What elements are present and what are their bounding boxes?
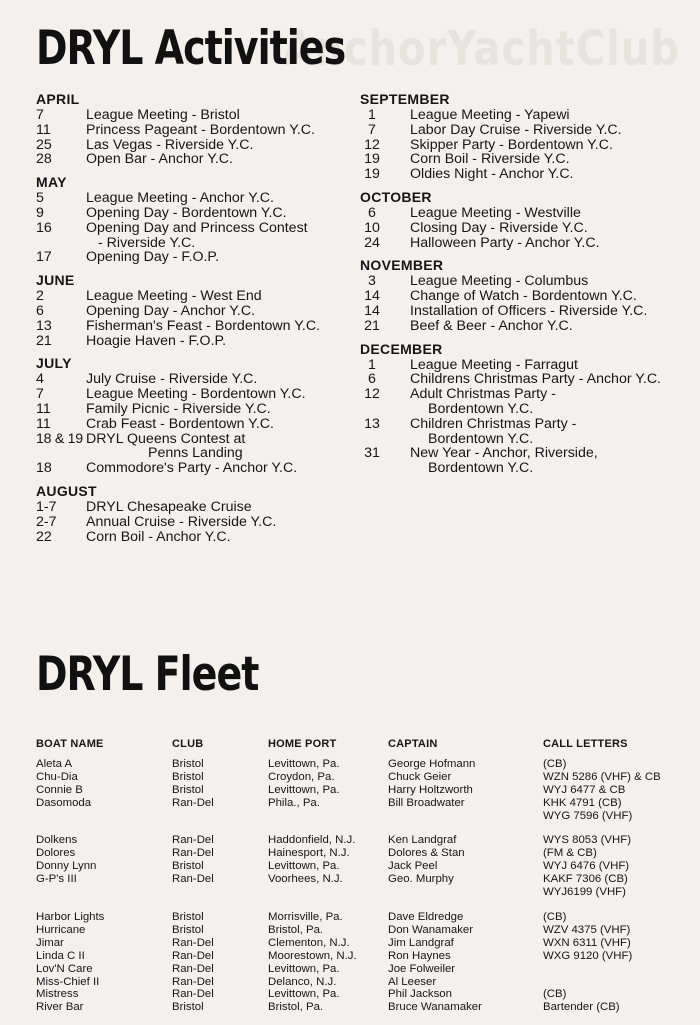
table-row (36, 784, 683, 797)
call-letters-cell: WYJ6199 (VHF) (543, 886, 626, 899)
event-text: Children Christmas Party - (410, 415, 577, 432)
captain-cell: Dolores & Stan (388, 847, 465, 860)
event-date: 22 (36, 528, 52, 545)
home-port-cell: Levittown, Pa. (268, 757, 340, 770)
captain-cell: Ron Haynes (388, 949, 451, 962)
event-text: July Cruise - Riverside Y.C. (86, 371, 258, 388)
event-text: DRYL Chesapeake Cruise (86, 498, 252, 515)
month-heading: SEPTEMBER (360, 91, 450, 107)
club-cell: Bristol (172, 910, 204, 923)
event-text: Labor Day Cruise - Riverside Y.C. (410, 121, 622, 138)
event-row (36, 387, 356, 402)
event-text: Installation of Officers - Riverside Y.C. (410, 302, 648, 319)
row-spacer (36, 899, 683, 911)
event-row (360, 108, 680, 123)
captain-cell: Bill Broadwater (388, 796, 465, 809)
spacer-cell (36, 899, 683, 911)
month-section (360, 188, 680, 250)
event-date (360, 432, 384, 447)
call-letters-cell: WXG 9120 (VHF) (543, 949, 633, 962)
event-row (36, 417, 356, 432)
club-cell: Bristol (172, 783, 204, 796)
captain-cell: Joe Folweiler (388, 962, 456, 975)
boat-name-cell: Dasomoda (36, 796, 92, 809)
club-cell: Ran-Del (172, 936, 214, 949)
boat-name-cell: Chu-Dia (36, 770, 78, 783)
header-club: CLUB (172, 738, 204, 750)
event-row (36, 206, 356, 221)
club-cell: Bristol (172, 860, 204, 873)
event-date: 11 (36, 400, 51, 417)
captain-cell: Phil Jackson (388, 988, 452, 1001)
event-row (360, 236, 680, 251)
home-port-cell: Phila., Pa. (268, 796, 320, 809)
table-row (36, 950, 683, 963)
home-port-cell: Delanco, N.J. (268, 975, 337, 988)
event-date: 13 (36, 317, 52, 334)
fleet-title: DRYL Fleet (36, 646, 259, 701)
call-letters-cell (543, 976, 683, 989)
event-date: 6 (368, 204, 376, 221)
event-date (36, 236, 86, 251)
event-date: 11 (36, 415, 51, 432)
event-text: League Meeting - Bristol (86, 107, 240, 123)
club-cell: Ran-Del (172, 796, 214, 809)
event-row (360, 358, 680, 373)
table-row (36, 758, 683, 771)
event-row (36, 123, 356, 138)
fleet-table-body (36, 758, 683, 1014)
event-row (360, 274, 680, 289)
month-heading: NOVEMBER (360, 257, 444, 274)
call-letters-cell: (FM & CB) (543, 847, 597, 860)
event-row (36, 446, 356, 461)
captain-cell: Dave Eldredge (388, 910, 464, 923)
event-row (36, 221, 356, 236)
event-text: - Riverside Y.C. (98, 234, 196, 251)
event-row (36, 152, 356, 167)
event-text: Halloween Party - Anchor Y.C. (410, 234, 600, 251)
month-section (360, 256, 680, 333)
call-letters-cell: (CB) (543, 757, 567, 770)
boat-name-cell: River Bar (36, 1001, 84, 1014)
boat-name-cell (36, 810, 172, 823)
event-text: Opening Day - F.O.P. (86, 249, 220, 266)
home-port-cell (268, 810, 388, 823)
boat-name-cell: Hurricane (36, 923, 86, 936)
event-text: Opening Day - Anchor Y.C. (86, 302, 256, 319)
event-date: 14 (364, 288, 380, 305)
call-letters-cell: (CB) (543, 988, 567, 1001)
event-date: 9 (36, 204, 44, 221)
event-row (36, 191, 356, 206)
month-section (36, 271, 356, 348)
captain-cell: Ken Landgraf (388, 834, 457, 847)
event-date: 21 (364, 317, 380, 334)
table-row (36, 976, 683, 989)
event-text: Bordentown Y.C. (428, 400, 534, 417)
event-date: 2 (36, 288, 44, 305)
club-cell: Ran-Del (172, 847, 214, 860)
event-text: League Meeting - Bordentown Y.C. (86, 386, 306, 403)
boat-name-cell: Dolores (36, 847, 76, 860)
captain-cell: Bruce Wanamaker (388, 1001, 482, 1014)
call-letters-cell: KHK 4791 (CB) (543, 796, 622, 809)
club-cell: Ran-Del (172, 834, 214, 847)
event-text: Bordentown Y.C. (428, 430, 534, 447)
table-row (36, 873, 683, 886)
event-date: 18 (36, 460, 52, 477)
event-row (36, 461, 356, 476)
month-section (36, 90, 356, 167)
captain-cell (388, 886, 543, 899)
call-letters-cell: Bartender (CB) (543, 1001, 620, 1014)
captain-cell: George Hofmann (388, 757, 476, 770)
event-text: Fisherman's Feast - Bordentown Y.C. (86, 317, 321, 334)
boat-name-cell: Linda C II (36, 949, 85, 962)
club-cell (172, 886, 268, 899)
boat-name-cell: Dolkens (36, 834, 78, 847)
captain-cell: Al Leeser (388, 975, 437, 988)
table-row (36, 834, 683, 847)
event-date: 1 (368, 107, 376, 123)
event-text: Family Picnic - Riverside Y.C. (86, 400, 271, 417)
event-row (360, 402, 680, 417)
event-row (360, 319, 680, 334)
event-text: Beef & Beer - Anchor Y.C. (410, 317, 573, 334)
event-date: 6 (368, 371, 376, 388)
call-letters-cell: WYS 8053 (VHF) (543, 834, 631, 847)
club-cell: Ran-Del (172, 949, 214, 962)
event-row (360, 167, 680, 182)
header-home-port: HOME PORT (268, 738, 337, 750)
event-row (360, 417, 680, 432)
event-row (36, 289, 356, 304)
call-letters-cell: WZV 4375 (VHF) (543, 923, 631, 936)
event-row (36, 304, 356, 319)
event-date: 2-7 (36, 513, 57, 530)
home-port-cell: Haddonfield, N.J. (268, 834, 356, 847)
event-row (360, 304, 680, 319)
event-date: 10 (364, 219, 380, 236)
event-date: 28 (36, 151, 52, 168)
event-date: 24 (364, 234, 380, 251)
event-text: Change of Watch - Bordentown Y.C. (410, 288, 637, 305)
month-heading: JUNE (36, 272, 75, 289)
event-date: 18 & 19 (36, 430, 83, 447)
event-date: 5 (36, 190, 44, 207)
home-port-cell: Levittown, Pa. (268, 988, 340, 1001)
event-text: League Meeting - Farragut (410, 356, 578, 373)
event-date: 12 (364, 136, 380, 153)
month-section (36, 482, 356, 544)
event-date: 21 (36, 332, 52, 349)
event-date (360, 461, 384, 476)
event-text: Corn Boil - Riverside Y.C. (410, 151, 570, 168)
event-text: League Meeting - West End (86, 288, 262, 305)
event-text: League Meeting - Anchor Y.C. (86, 190, 274, 207)
month-heading: DECEMBER (360, 340, 443, 357)
header-call-letters: CALL LETTERS (543, 738, 628, 750)
event-text: Bordentown Y.C. (428, 460, 534, 477)
home-port-cell: Croydon, Pa. (268, 770, 335, 783)
home-port-cell: Morrisville, Pa. (268, 910, 343, 923)
month-section (360, 340, 680, 476)
table-row (36, 847, 683, 860)
event-row (36, 334, 356, 349)
club-cell: Bristol (172, 1001, 204, 1014)
event-date: 31 (364, 445, 380, 462)
captain-cell: Jim Landgraf (388, 936, 454, 949)
boat-name-cell: Connie B (36, 783, 83, 796)
table-row (36, 911, 683, 924)
event-row (360, 138, 680, 153)
table-row (36, 937, 683, 950)
home-port-cell: Voorhees, N.J. (268, 873, 343, 886)
event-text: Childrens Christmas Party - Anchor Y.C. (410, 371, 662, 388)
event-row (360, 206, 680, 221)
event-row (360, 446, 680, 461)
month-section (36, 354, 356, 476)
event-row (360, 152, 680, 167)
captain-cell: Harry Holtzworth (388, 783, 473, 796)
boat-name-cell: G-P's III (36, 873, 77, 886)
call-letters-cell: WYJ 6477 & CB (543, 783, 626, 796)
event-row (36, 530, 356, 545)
background-bleed-through: AnchorYachtClub (282, 22, 680, 78)
boat-name-cell: Harbor Lights (36, 910, 105, 923)
home-port-cell (268, 886, 388, 899)
call-letters-cell: WYG 7596 (VHF) (543, 809, 633, 822)
boat-name-cell: Donny Lynn (36, 860, 97, 873)
event-date (36, 446, 86, 461)
table-row (36, 860, 683, 873)
event-text: DRYL Queens Contest at (86, 430, 246, 447)
home-port-cell: Levittown, Pa. (268, 962, 340, 975)
month-heading: MAY (36, 174, 67, 191)
event-text: Closing Day - Riverside Y.C. (410, 219, 588, 236)
event-date: 13 (364, 415, 380, 432)
event-date: 25 (36, 136, 52, 153)
event-text: Penns Landing (148, 445, 243, 462)
captain-cell: Geo. Murphy (388, 873, 454, 886)
boat-name-cell: Jimar (36, 936, 64, 949)
call-letters-cell: (CB) (543, 910, 567, 923)
fleet-header-row (36, 738, 683, 758)
club-cell: Ran-Del (172, 873, 214, 886)
event-date: 1-7 (36, 498, 57, 515)
table-row (36, 1001, 683, 1014)
club-cell: Ran-Del (172, 975, 214, 988)
event-date: 3 (368, 273, 376, 290)
month-section (36, 173, 356, 265)
event-date: 7 (368, 121, 376, 138)
event-row (36, 138, 356, 153)
activities-left-column (36, 90, 356, 550)
call-letters-cell: WYJ 6476 (VHF) (543, 860, 630, 873)
event-row (360, 387, 680, 402)
boat-name-cell: Mistress (36, 988, 79, 1001)
club-cell: Bristol (172, 923, 204, 936)
event-date: 1 (368, 356, 376, 373)
captain-cell: Chuck Geier (388, 770, 452, 783)
event-text: Adult Christmas Party - (410, 386, 556, 403)
boat-name-cell: Miss-Chief II (36, 975, 100, 988)
event-row (36, 372, 356, 387)
event-text: League Meeting - Westville (410, 204, 581, 221)
event-date (360, 402, 384, 417)
header-boat-name: BOAT NAME (36, 738, 104, 750)
event-text: League Meeting - Yapewi (410, 107, 570, 123)
event-row (360, 289, 680, 304)
home-port-cell: Levittown, Pa. (268, 860, 340, 873)
row-spacer (36, 822, 683, 834)
event-date: 7 (36, 386, 44, 403)
event-row (36, 515, 356, 530)
event-text: Oldies Night - Anchor Y.C. (410, 166, 574, 183)
boat-name-cell: Lov'N Care (36, 962, 93, 975)
table-row (36, 924, 683, 937)
event-row (36, 500, 356, 515)
month-heading: OCTOBER (360, 188, 432, 205)
month-heading: AUGUST (36, 482, 97, 499)
spacer-cell (36, 822, 683, 834)
event-text: Hoagie Haven - F.O.P. (86, 332, 227, 349)
event-text: Skipper Party - Bordentown Y.C. (410, 136, 613, 153)
captain-cell: Jack Peel (388, 860, 438, 873)
event-row (36, 402, 356, 417)
event-date: 4 (36, 371, 44, 388)
table-row (36, 886, 683, 899)
captain-cell (388, 810, 543, 823)
club-cell: Bristol (172, 770, 204, 783)
event-date: 6 (36, 302, 44, 319)
call-letters-cell: WZN 5286 (VHF) & CB (543, 770, 661, 783)
event-row (36, 432, 356, 447)
table-row (36, 771, 683, 784)
club-cell: Ran-Del (172, 988, 214, 1001)
event-text: Corn Boil - Anchor Y.C. (86, 528, 231, 545)
home-port-cell: Bristol, Pa. (268, 923, 324, 936)
call-letters-cell: KAKF 7306 (CB) (543, 873, 628, 886)
club-cell (172, 810, 268, 823)
event-text: Commodore's Party - Anchor Y.C. (86, 460, 298, 477)
activities-right-column (360, 90, 680, 482)
home-port-cell: Hainesport, N.J. (268, 847, 350, 860)
home-port-cell: Moorestown, N.J. (268, 949, 357, 962)
event-row (360, 123, 680, 138)
event-row (360, 461, 680, 476)
boat-name-cell: Aleta A (36, 757, 73, 770)
event-text: Opening Day and Princess Contest (86, 219, 308, 236)
month-heading: APRIL (36, 91, 80, 107)
call-letters-cell (543, 963, 683, 976)
table-row (36, 797, 683, 810)
home-port-cell: Bristol, Pa. (268, 1001, 324, 1014)
table-row (36, 810, 683, 823)
event-date: 19 (364, 151, 380, 168)
home-port-cell: Clementon, N.J. (268, 936, 350, 949)
event-row (360, 432, 680, 447)
event-text: Annual Cruise - Riverside Y.C. (86, 513, 277, 530)
event-row (36, 236, 356, 251)
event-row (360, 372, 680, 387)
event-row (36, 108, 356, 123)
activities-title: DRYL Activities (36, 20, 346, 75)
table-row (36, 963, 683, 976)
event-text: League Meeting - Columbus (410, 273, 589, 290)
event-date: 12 (364, 386, 380, 403)
event-row (360, 221, 680, 236)
boat-name-cell (36, 886, 172, 899)
event-date: 16 (36, 219, 52, 236)
month-section (360, 90, 680, 182)
month-heading: JULY (36, 355, 72, 372)
fleet-table (36, 738, 683, 1014)
event-text: Crab Feast - Bordentown Y.C. (86, 415, 274, 432)
event-date: 14 (364, 302, 380, 319)
event-date: 11 (36, 121, 51, 138)
header-captain: CAPTAIN (388, 738, 438, 750)
event-text: Princess Pageant - Bordentown Y.C. (86, 121, 315, 138)
club-cell: Bristol (172, 757, 204, 770)
event-text: Open Bar - Anchor Y.C. (86, 151, 233, 168)
captain-cell: Don Wanamaker (388, 923, 474, 936)
event-date: 19 (364, 166, 380, 183)
event-text: New Year - Anchor, Riverside, (410, 445, 598, 462)
home-port-cell: Levittown, Pa. (268, 783, 340, 796)
event-date: 7 (36, 107, 44, 123)
event-row (36, 319, 356, 334)
event-date: 17 (36, 249, 52, 266)
event-row (36, 250, 356, 265)
call-letters-cell: WXN 6311 (VHF) (543, 936, 631, 949)
table-row (36, 988, 683, 1001)
event-text: Opening Day - Bordentown Y.C. (86, 204, 287, 221)
club-cell: Ran-Del (172, 962, 214, 975)
event-text: Las Vegas - Riverside Y.C. (86, 136, 254, 153)
